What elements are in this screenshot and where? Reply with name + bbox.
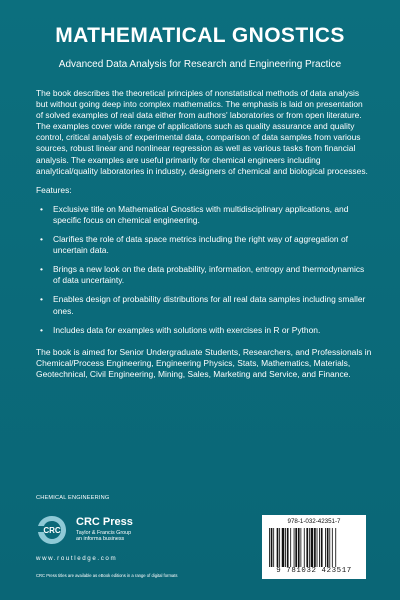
barcode-bar [325,528,326,567]
isbn-barcode [262,515,366,579]
publisher-block [36,514,226,554]
isbn-bottom-text: 9 781032 423517 [276,567,352,575]
audience-text: The book is aimed for Senior Undergraduate Students, Researchers, and Professionals in Chemical/Process Engineering, Engineering Physics, Stats, Mathematics, Materials, Geotechnical, Civil Engineering, Mining, Sales, Marketing and Service, and Finance. [36,346,372,379]
crc-logo-icon [36,514,68,546]
feature-item [36,234,372,256]
publisher-name: CRC Press [76,516,133,528]
barcode-bar [285,528,286,567]
feature-item [36,204,372,226]
feature-text: Exclusive title on Mathematical Gnostics with multidisciplinary applications, and specific focus on chemical engineering. [53,203,349,225]
barcode-bar [311,528,314,567]
barcode-bar [279,528,280,567]
category-label: CHEMICAL ENGINEERING [36,495,110,501]
bullet-icon: • [40,294,43,305]
barcode-bar [295,528,297,567]
book-subtitle: Advanced Data Analysis for Research and Engineering Practice [58,59,342,70]
feature-text: Brings a new look on the data probability, information, entropy and thermodynamics of data uncertainty. [53,264,365,286]
crc-logo-text: CRC [43,526,61,535]
publisher-group-line1: Taylor & Francis Group [76,530,132,536]
barcode-bar [273,528,274,567]
feature-item [36,294,372,316]
barcode-bar [271,528,273,567]
barcode-bar [294,528,295,567]
feature-text: Enables design of probability distributions for all real data samples including smaller ones. [53,294,366,316]
feature-item [36,264,372,286]
isbn-top-text: 978-1-032-42351-7 [287,518,341,525]
barcode-bar [314,528,316,567]
publisher-group-line2: an informa business [76,536,125,543]
barcode-bar [298,528,300,567]
barcode-bar [327,528,329,567]
cover-text [36,88,372,380]
book-description: The book describes the theoretical principles of nonstatistical methods of data analysis but without going deep into complex mathematics. The emphasis is laid on presentation of solved examples of real data either from authors' laboratories or from open literature. The examples cover wide range of applications such as quality assurance and quality control, critical analysis of experimental data, comparison of data samples from various sources, robust linear and nonlinear regression as well as various tasks from financial analysis. The examples are useful primarily for chemical engineers including analytical/quality laboratories in industry, designers of chemical and biological processes. [36,88,368,176]
barcode-bar [300,528,301,567]
barcode-bar [306,528,308,567]
footer-note: CRC Press titles are available as eBook editions in a range of digital formats [36,573,178,578]
book-title: MATHEMATICAL GNOSTICS [55,24,345,47]
feature-text: Clarifies the role of data space metrics including the right way of aggregation of uncertain data. [53,234,349,256]
publisher-group [76,530,131,542]
barcode-bar [277,528,279,567]
barcode-bar [287,528,289,567]
barcode-bar [269,528,270,567]
barcode-bar [321,528,323,567]
barcode-bar [335,528,336,567]
features-list [36,204,372,336]
barcode-icon [268,528,360,567]
bullet-icon: • [40,203,43,214]
bullet-icon: • [40,324,43,335]
feature-text: Includes data for examples with solutions with exercises in R or Python. [53,324,321,335]
barcode-bar [304,528,305,567]
barcode-bar [317,528,318,567]
barcode-bar [282,528,285,567]
website-link[interactable]: www.routledge.com [36,555,118,562]
barcode-bar [329,528,330,567]
bullet-icon: • [40,234,43,245]
barcode-bar [319,528,320,567]
barcode-bar [332,528,333,567]
bullet-icon: • [40,264,43,275]
barcode-bar [309,528,310,567]
barcode-bar [290,528,291,567]
feature-item [36,325,372,336]
features-label: Features: [36,184,72,195]
